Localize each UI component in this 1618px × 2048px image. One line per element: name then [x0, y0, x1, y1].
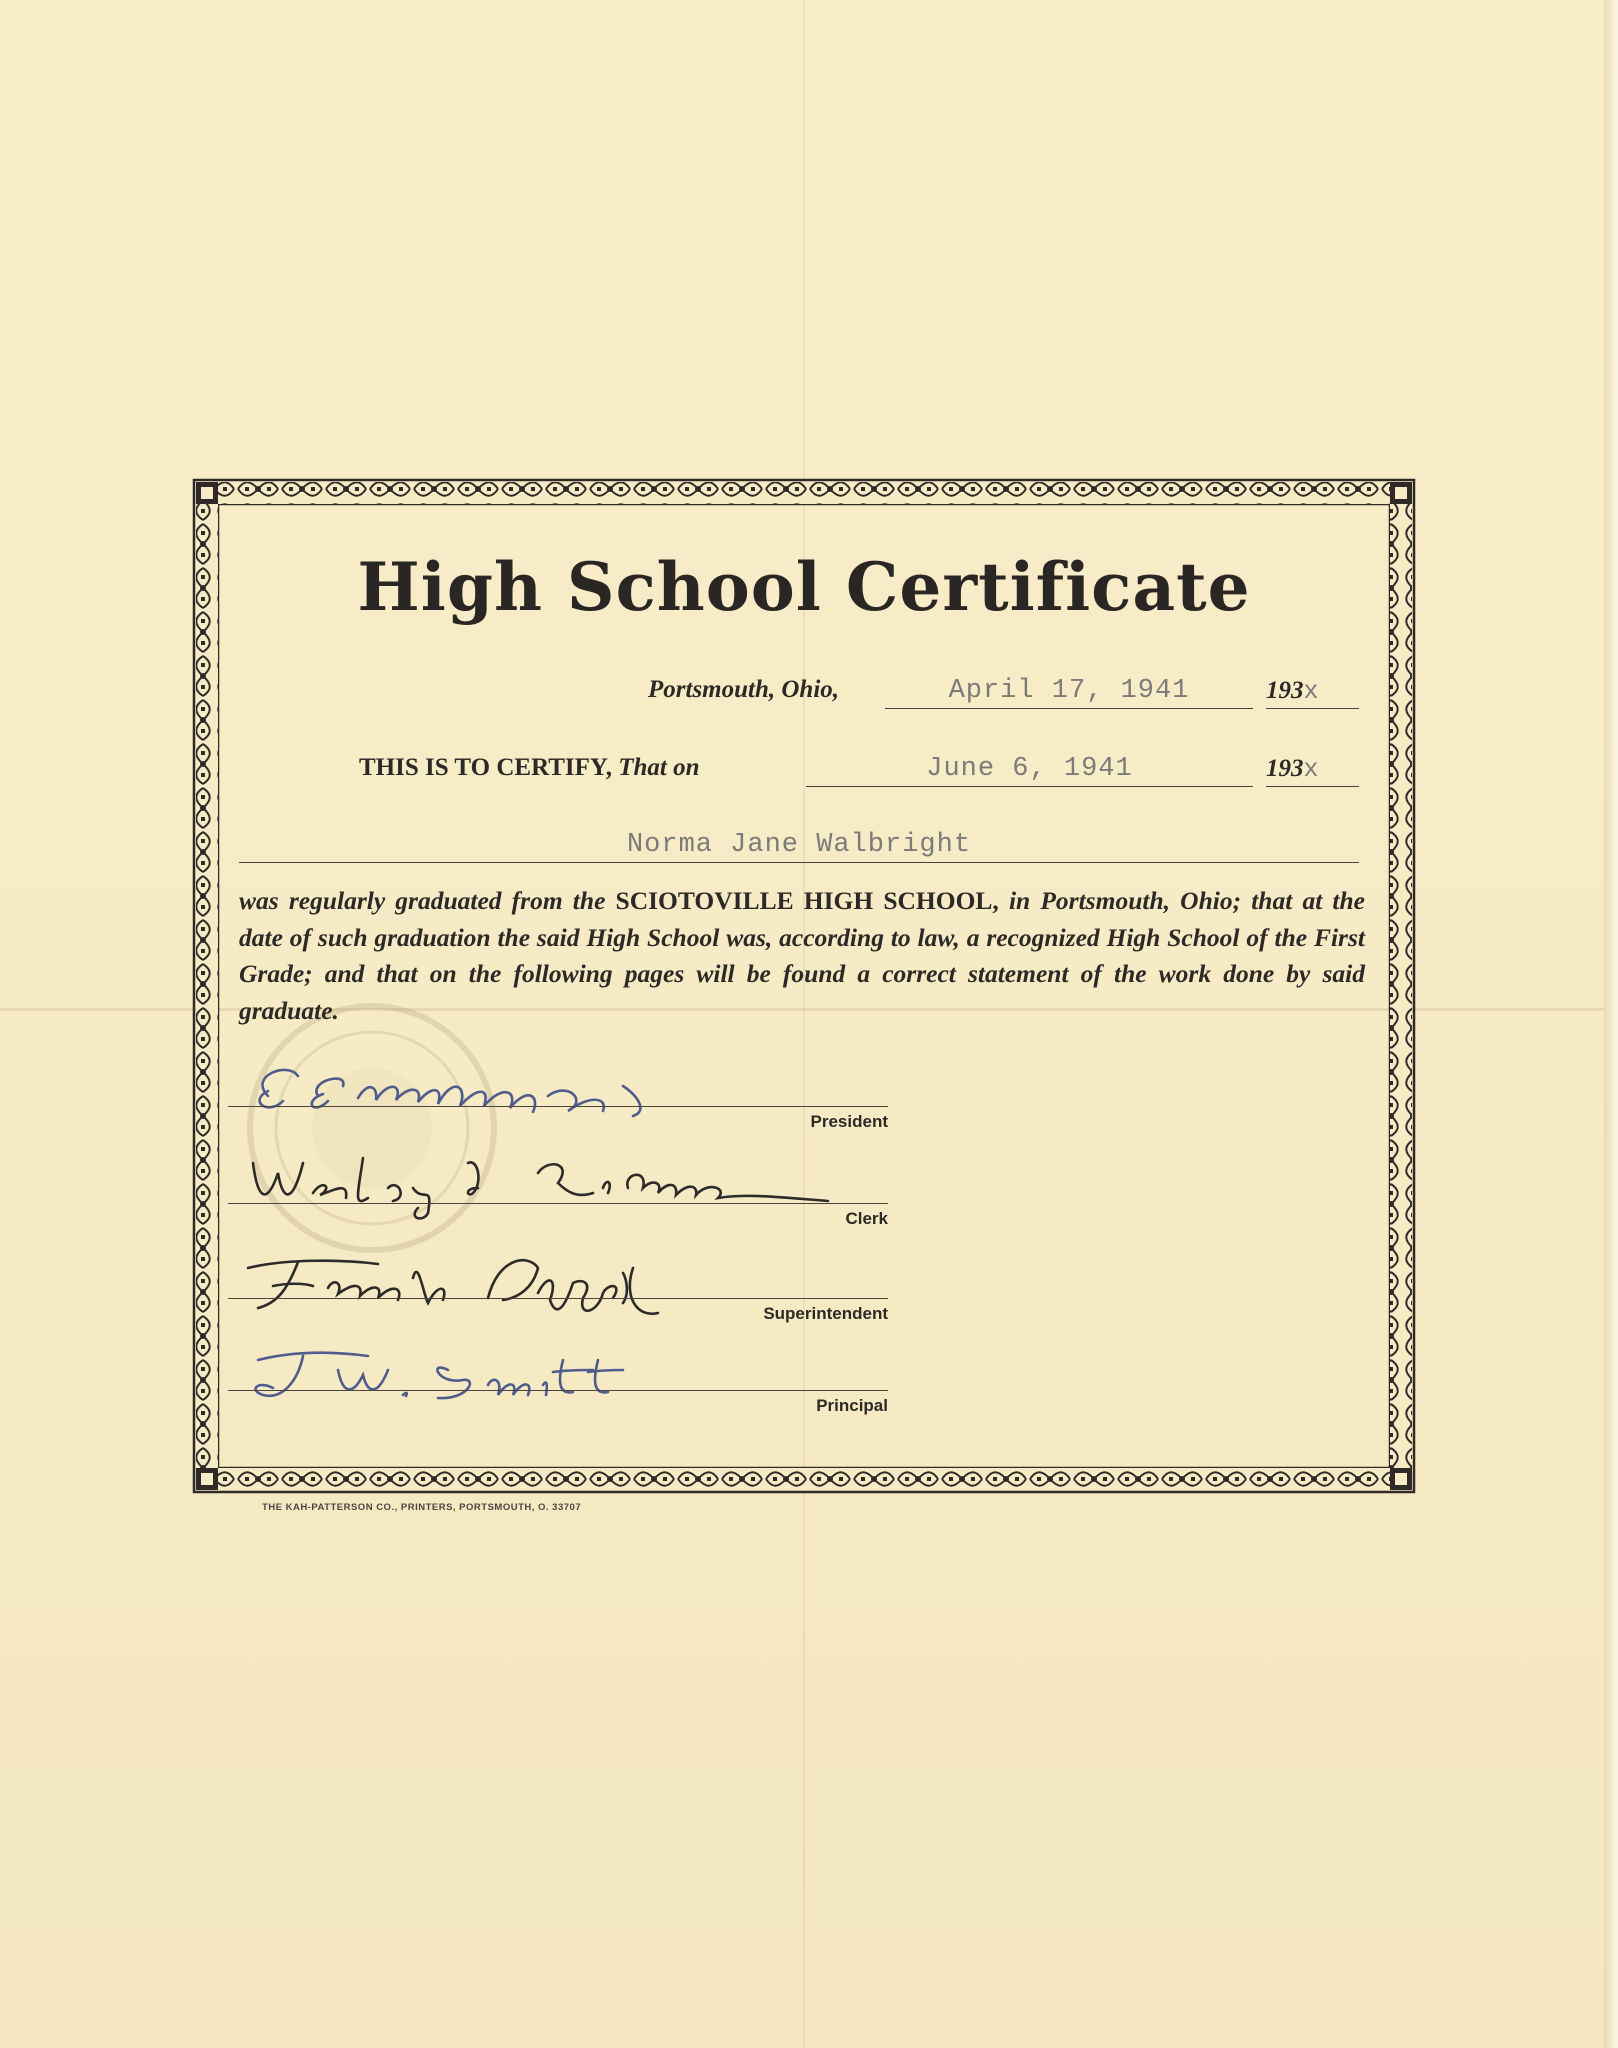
signature-line [228, 1106, 888, 1107]
president-signature-icon [228, 1056, 848, 1126]
principal-signature-icon [228, 1340, 688, 1410]
issue-year-field: 193x [1266, 674, 1359, 709]
printer-imprint: THE KAH-PATTERSON CO., PRINTERS, PORTSMOUTH, O. 33707 [262, 1502, 582, 1513]
clerk-signature-icon [228, 1143, 888, 1223]
graduation-year-field: 193x [1266, 752, 1359, 787]
graduate-name-field: Norma Jane Walbright [239, 828, 1359, 863]
certificate-body: was regularly graduated from the SCIOTOVILLE HIGH SCHOOL, in Portsmouth, Ohio; that at the date of such graduation the said High School was, according to law, a recognized High School of the First Grade; and that on the following pages will be found a correct statement of the work done by said graduate. [239, 886, 1365, 1025]
signature-title-superintendent: Superintendent [763, 1304, 888, 1323]
signature-row-superintendent [228, 1238, 888, 1322]
paper-edge [1604, 0, 1618, 2048]
typed-over-mark: x [1303, 755, 1319, 784]
certificate-frame [192, 478, 1416, 1494]
issue-date-field: April 17, 1941 [885, 674, 1253, 709]
place-label: Portsmouth, Ohio, [648, 676, 840, 703]
signature-line [228, 1298, 888, 1299]
graduation-date-field: June 6, 1941 [806, 752, 1253, 787]
signature-row-president [228, 1056, 888, 1131]
signature-row-principal [228, 1340, 888, 1424]
certify-label: THIS IS TO CERTIFY, That on [359, 754, 700, 781]
signature-row-clerk [228, 1143, 888, 1228]
signature-line [228, 1390, 888, 1391]
signature-line [228, 1203, 888, 1204]
certificate-title: High School Certificate [357, 548, 1251, 626]
signature-title-president: President [810, 1112, 888, 1131]
signature-title-principal: Principal [816, 1396, 888, 1415]
superintendent-signature-icon [228, 1238, 788, 1322]
school-name: SCIOTOVILLE HIGH SCHOOL, [615, 886, 999, 915]
signature-title-clerk: Clerk [845, 1209, 888, 1228]
typed-over-mark: x [1303, 677, 1319, 706]
